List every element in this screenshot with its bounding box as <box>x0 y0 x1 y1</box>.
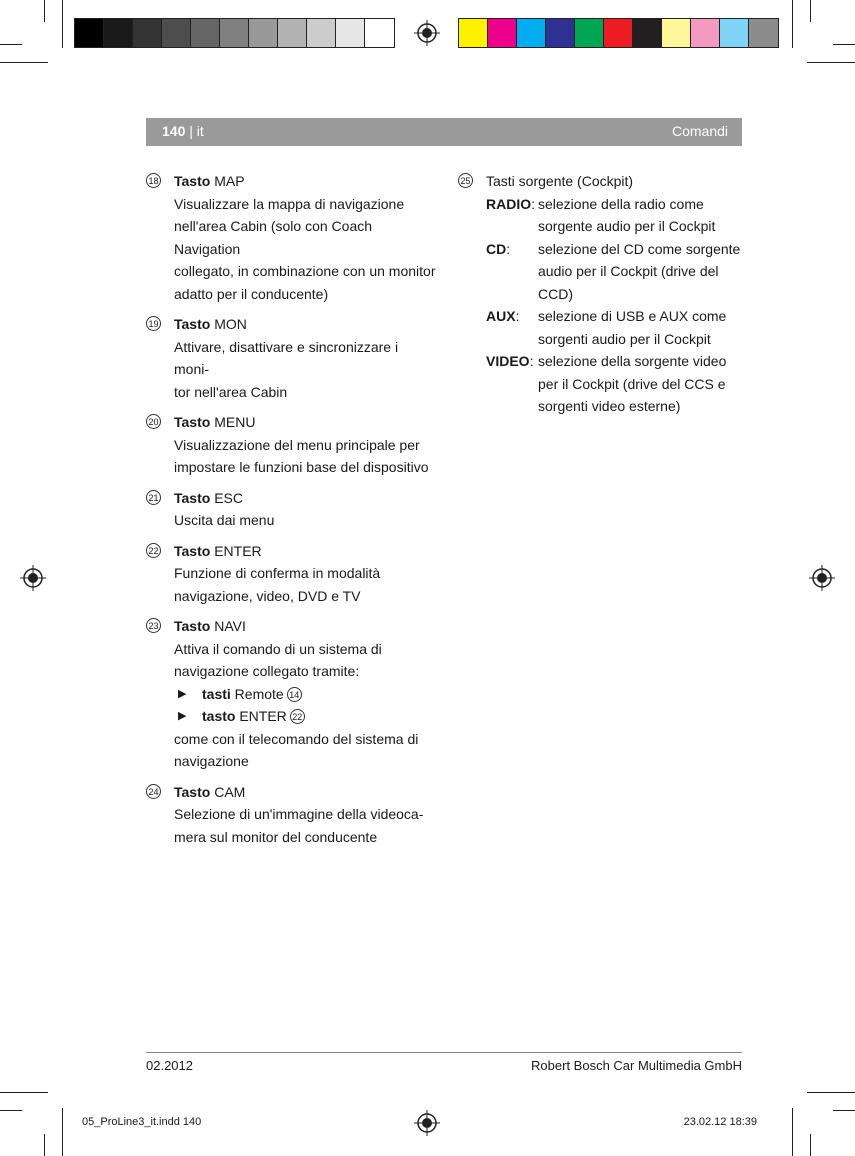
item-title <box>174 313 436 336</box>
color-swatch <box>488 19 517 47</box>
item-title-bold: Tasto <box>174 414 211 430</box>
item-number-badge: 18 <box>146 173 161 188</box>
definition-row <box>486 193 742 238</box>
color-swatch <box>191 19 220 47</box>
reference-number-badge: 14 <box>287 687 302 702</box>
bullet-bold: tasto <box>202 708 236 724</box>
item-number-badge: 24 <box>146 784 161 799</box>
process-color-bar <box>458 18 779 48</box>
item-title-bold: Tasto <box>174 783 211 800</box>
item-text-line: come con il telecomando del sistema di <box>174 730 419 747</box>
crop-mark <box>0 1092 48 1093</box>
registration-mark-icon <box>20 565 46 591</box>
crop-mark <box>0 1110 22 1111</box>
bullet-item <box>174 683 436 706</box>
item-text-line: Visualizzare la mappa di navigazione <box>174 195 405 212</box>
left-column <box>146 170 436 856</box>
item-number-badge: 20 <box>146 414 161 429</box>
right-column <box>458 170 742 426</box>
item-title-key: CAM <box>210 783 246 800</box>
slug-file: 05_ProLine3_it.indd 140 <box>82 1116 202 1128</box>
color-swatch <box>220 19 249 47</box>
bullet-item <box>174 705 436 728</box>
description-line: selezione della sorgente video <box>538 353 727 369</box>
description-line: selezione del CD come sorgente <box>538 240 741 257</box>
reference-number-badge: 22 <box>290 709 305 724</box>
color-swatch <box>278 19 307 47</box>
definition-description <box>538 350 742 418</box>
term-label: CD <box>486 240 507 257</box>
footer-divider <box>146 1052 742 1053</box>
grayscale-color-bar <box>74 18 395 48</box>
color-swatch <box>104 19 133 47</box>
item-title-key: MON <box>210 316 247 332</box>
item-title <box>174 781 436 804</box>
definition-description <box>538 193 742 238</box>
definition-term: VIDEO: <box>486 353 534 369</box>
crop-mark <box>0 44 22 45</box>
definition-row <box>486 350 742 418</box>
crop-mark <box>62 0 63 48</box>
item-title-key: ENTER <box>210 542 262 559</box>
item-title <box>174 487 436 510</box>
definition-term: RADIO: <box>486 195 536 212</box>
definition-row <box>486 305 742 350</box>
item-number-badge: 25 <box>458 173 473 188</box>
crop-mark <box>44 0 45 22</box>
description-line: CCD) <box>538 285 573 302</box>
item-text-line: Attiva il comando di un sistema di <box>174 640 382 657</box>
list-item <box>146 615 436 773</box>
slug-timestamp: 23.02.12 18:39 <box>683 1116 757 1128</box>
definition-term: CD: <box>486 240 511 257</box>
item-text-line: nell'area Cabin (solo con Coach Navigation <box>174 218 373 257</box>
bullet-bold: tasti <box>202 685 231 702</box>
item-number-badge: 19 <box>146 316 161 331</box>
item-title-bold: Tasto <box>174 173 211 189</box>
registration-mark-icon <box>414 20 440 46</box>
term-label: VIDEO <box>486 353 530 369</box>
item-title <box>174 411 436 434</box>
item-text-line: navigazione collegato tramite: <box>174 663 360 679</box>
item-text-line: Funzione di conferma in modalità <box>174 565 381 581</box>
item-text-line: Visualizzazione del menu principale per <box>174 436 420 453</box>
item-title <box>174 615 436 638</box>
crop-mark <box>810 1134 811 1156</box>
definition-description <box>538 238 742 306</box>
item-number-badge: 23 <box>146 618 161 633</box>
color-swatch <box>133 19 162 47</box>
crop-mark <box>44 1134 45 1156</box>
crop-mark <box>62 1108 63 1156</box>
crop-mark <box>807 1092 855 1093</box>
item-number-badge: 21 <box>146 490 161 505</box>
item-title <box>174 540 436 563</box>
registration-mark-icon <box>809 565 835 591</box>
color-swatch <box>546 19 575 47</box>
item-title-bold: Tasto <box>174 618 211 634</box>
item-text-line: collegato, in combinazione con un monitor <box>174 263 436 279</box>
item-title-key: MENU <box>210 414 256 430</box>
item-text-line: impostare le funzioni base del dispositivo <box>174 459 429 475</box>
page-number: 140 | it <box>162 123 204 139</box>
item-title-key: ESC <box>210 489 243 506</box>
item-title-key: NAVI <box>210 618 246 634</box>
list-item <box>146 170 436 305</box>
definition-term: AUX: <box>486 308 520 324</box>
description-line: audio per il Cockpit (drive del <box>538 263 719 279</box>
list-item <box>146 487 436 532</box>
crop-mark <box>833 1110 855 1111</box>
color-swatch <box>336 19 365 47</box>
item-title-bold: Tasto <box>174 489 211 506</box>
description-line: selezione della radio come <box>538 195 704 212</box>
section-title: Comandi <box>671 123 728 139</box>
item-text-line: Selezione di un'immagine della videoca- <box>174 806 424 822</box>
color-swatch <box>633 19 662 47</box>
color-swatch <box>720 19 749 47</box>
footer-company: Robert Bosch Car Multimedia GmbH <box>531 1058 742 1073</box>
list-item <box>458 170 742 418</box>
color-swatch <box>691 19 720 47</box>
page-header <box>146 118 742 146</box>
color-swatch <box>162 19 191 47</box>
description-line: sorgenti audio per il Cockpit <box>538 330 711 347</box>
color-swatch <box>459 19 488 47</box>
item-text-line: tor nell'area Cabin <box>174 383 288 400</box>
color-swatch <box>249 19 278 47</box>
color-swatch <box>307 19 336 47</box>
list-item <box>146 313 436 403</box>
color-swatch <box>662 19 691 47</box>
item-title-bold: Tasto <box>174 316 211 332</box>
color-swatch <box>75 19 104 47</box>
term-label: RADIO <box>486 195 532 212</box>
term-label: AUX <box>486 308 516 324</box>
item-text-line: navigazione <box>174 753 249 769</box>
item-text-line: mera sul monitor del conducente <box>174 828 378 845</box>
bullet-text: Remote <box>230 685 284 702</box>
list-item <box>146 540 436 608</box>
list-item <box>146 411 436 479</box>
definition-row <box>486 238 742 306</box>
item-title <box>174 170 436 193</box>
color-swatch <box>604 19 633 47</box>
crop-mark <box>810 0 811 22</box>
crop-mark <box>0 62 48 63</box>
item-number-badge: 22 <box>146 543 161 558</box>
footer-date: 02.2012 <box>146 1058 193 1073</box>
crop-mark <box>807 62 855 63</box>
description-line: sorgenti video esterne) <box>538 398 681 414</box>
item-text-line: Attivare, disattivare e sincronizzare i moni- <box>174 338 399 377</box>
color-swatch <box>517 19 546 47</box>
crop-mark <box>792 1108 793 1156</box>
bullet-arrow-icon: ▶ <box>178 687 187 700</box>
item-title-key: MAP <box>210 173 245 189</box>
definition-description <box>538 305 742 350</box>
bullet-text: ENTER <box>235 708 287 724</box>
description-line: selezione di USB e AUX come <box>538 308 727 324</box>
item-text-line: navigazione, video, DVD e TV <box>174 587 361 604</box>
definition-list <box>486 193 742 418</box>
item-title-bold: Tasto <box>174 542 211 559</box>
color-swatch <box>749 19 778 47</box>
item-title: Tasti sorgente (Cockpit) <box>486 173 634 189</box>
color-swatch <box>575 19 604 47</box>
list-item <box>146 781 436 849</box>
item-text-line: adatto per il conducente) <box>174 285 329 302</box>
bullet-arrow-icon: ▶ <box>178 710 187 722</box>
item-text-line: Uscita dai menu <box>174 512 275 528</box>
crop-mark <box>833 44 855 45</box>
description-line: per il Cockpit (drive del CCS e <box>538 375 726 392</box>
color-swatch <box>365 19 394 47</box>
crop-mark <box>792 0 793 48</box>
description-line: sorgente audio per il Cockpit <box>538 218 716 234</box>
registration-mark-icon <box>414 1110 440 1136</box>
